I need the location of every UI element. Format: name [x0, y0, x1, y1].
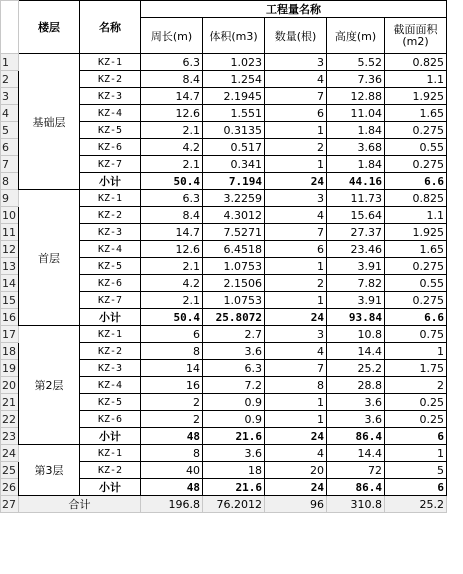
value-cell[interactable]: 7.5271	[203, 224, 265, 241]
value-cell[interactable]: 0.341	[203, 156, 265, 173]
value-cell[interactable]: 1.551	[203, 105, 265, 122]
name-cell[interactable]: KZ-3	[80, 88, 141, 105]
table-row	[1, 190, 447, 207]
value-cell[interactable]: 1.65	[385, 241, 447, 258]
value-cell[interactable]: 1.65	[385, 105, 447, 122]
value-cell[interactable]: 1.75	[385, 360, 447, 377]
value-cell[interactable]: 7.82	[327, 275, 385, 292]
total-value[interactable]: 76.2012	[203, 496, 265, 513]
value-cell[interactable]: 1.84	[327, 156, 385, 173]
row-number[interactable]: 25	[1, 462, 19, 479]
floor-cell[interactable]: 首层	[19, 190, 80, 326]
header-col-3[interactable]: 高度(m)	[327, 18, 385, 54]
subtotal-value[interactable]: 6.6	[385, 309, 447, 326]
value-cell[interactable]: 2.1	[141, 156, 203, 173]
subtotal-value[interactable]: 24	[265, 428, 327, 445]
header-row	[1, 1, 447, 18]
corner-cell	[1, 1, 19, 54]
value-cell[interactable]: 1	[265, 122, 327, 139]
value-cell[interactable]: 4.2	[141, 139, 203, 156]
value-cell[interactable]: 1	[385, 445, 447, 462]
subtotal-value[interactable]: 86.4	[327, 428, 385, 445]
value-cell[interactable]: 2	[385, 377, 447, 394]
value-cell[interactable]: 1	[265, 258, 327, 275]
subtotal-label[interactable]: 小计	[80, 479, 141, 496]
name-cell[interactable]: KZ-3	[80, 224, 141, 241]
row-number[interactable]: 6	[1, 139, 19, 156]
value-cell[interactable]: 5	[385, 462, 447, 479]
value-cell[interactable]: 4.3012	[203, 207, 265, 224]
subtotal-value[interactable]: 24	[265, 479, 327, 496]
value-cell[interactable]: 6	[265, 241, 327, 258]
name-cell[interactable]: KZ-5	[80, 394, 141, 411]
row-number[interactable]: 17	[1, 326, 19, 343]
name-cell[interactable]: KZ-6	[80, 411, 141, 428]
row-number[interactable]: 4	[1, 105, 19, 122]
subtotal-value[interactable]: 6	[385, 479, 447, 496]
subtotal-value[interactable]: 50.4	[141, 309, 203, 326]
table-row	[1, 326, 447, 343]
floor-cell[interactable]: 第3层	[19, 445, 80, 496]
value-cell[interactable]: 1.925	[385, 224, 447, 241]
value-cell[interactable]: 28.8	[327, 377, 385, 394]
header-group[interactable]: 工程量名称	[141, 1, 447, 18]
row-number[interactable]: 1	[1, 54, 19, 71]
header-col-4[interactable]: 截面面积(m2)	[385, 18, 447, 54]
value-cell[interactable]: 72	[327, 462, 385, 479]
table-row	[1, 54, 447, 71]
value-cell[interactable]: 7.36	[327, 71, 385, 88]
value-cell[interactable]: 0.517	[203, 139, 265, 156]
subtotal-value[interactable]: 50.4	[141, 173, 203, 190]
header-col-2[interactable]: 数量(根)	[265, 18, 327, 54]
value-cell[interactable]: 14	[141, 360, 203, 377]
value-cell[interactable]: 15.64	[327, 207, 385, 224]
value-cell[interactable]: 2.1	[141, 258, 203, 275]
value-cell[interactable]: 0.9	[203, 411, 265, 428]
name-cell[interactable]: KZ-2	[80, 71, 141, 88]
subtotal-value[interactable]: 48	[141, 479, 203, 496]
value-cell[interactable]: 1.254	[203, 71, 265, 88]
value-cell[interactable]: 0.275	[385, 122, 447, 139]
value-cell[interactable]: 6.4518	[203, 241, 265, 258]
subtotal-value[interactable]: 44.16	[327, 173, 385, 190]
header-col-0[interactable]: 周长(m)	[141, 18, 203, 54]
subtotal-label[interactable]: 小计	[80, 428, 141, 445]
subtotal-value[interactable]: 6.6	[385, 173, 447, 190]
value-cell[interactable]: 1	[265, 394, 327, 411]
name-cell[interactable]: KZ-1	[80, 326, 141, 343]
subtotal-value[interactable]: 24	[265, 309, 327, 326]
value-cell[interactable]: 2.1	[141, 122, 203, 139]
subtotal-value[interactable]: 24	[265, 173, 327, 190]
value-cell[interactable]: 7.2	[203, 377, 265, 394]
value-cell[interactable]: 3.2259	[203, 190, 265, 207]
name-cell[interactable]: KZ-4	[80, 105, 141, 122]
row-number[interactable]: 3	[1, 88, 19, 105]
value-cell[interactable]: 1.1	[385, 207, 447, 224]
value-cell[interactable]: 10.8	[327, 326, 385, 343]
row-number[interactable]: 18	[1, 343, 19, 360]
header-name[interactable]: 名称	[80, 1, 141, 54]
row-number[interactable]: 7	[1, 156, 19, 173]
floor-cell[interactable]: 基础层	[19, 54, 80, 190]
name-cell[interactable]: KZ-6	[80, 139, 141, 156]
row-number[interactable]: 21	[1, 394, 19, 411]
row-number[interactable]: 12	[1, 241, 19, 258]
subtotal-value[interactable]: 7.194	[203, 173, 265, 190]
value-cell[interactable]: 11.73	[327, 190, 385, 207]
row-number[interactable]: 26	[1, 479, 19, 496]
header-col-1[interactable]: 体积(m3)	[203, 18, 265, 54]
value-cell[interactable]: 14.7	[141, 224, 203, 241]
value-cell[interactable]: 3.91	[327, 258, 385, 275]
value-cell[interactable]: 1	[385, 343, 447, 360]
value-cell[interactable]: 14.7	[141, 88, 203, 105]
row-number[interactable]: 10	[1, 207, 19, 224]
value-cell[interactable]: 7	[265, 224, 327, 241]
name-cell[interactable]: KZ-4	[80, 377, 141, 394]
name-cell[interactable]: KZ-7	[80, 292, 141, 309]
value-cell[interactable]: 12.6	[141, 105, 203, 122]
subtotal-label[interactable]: 小计	[80, 173, 141, 190]
row-number[interactable]: 2	[1, 71, 19, 88]
row-number[interactable]: 16	[1, 309, 19, 326]
value-cell[interactable]: 2.1	[141, 292, 203, 309]
table-body	[1, 1, 447, 513]
value-cell[interactable]: 0.275	[385, 258, 447, 275]
row-number[interactable]: 23	[1, 428, 19, 445]
value-cell[interactable]: 3	[265, 54, 327, 71]
value-cell[interactable]: 0.25	[385, 394, 447, 411]
name-cell[interactable]: KZ-1	[80, 445, 141, 462]
value-cell[interactable]: 6.3	[203, 360, 265, 377]
value-cell[interactable]: 1.023	[203, 54, 265, 71]
floor-cell[interactable]: 第2层	[19, 326, 80, 445]
subtotal-value[interactable]: 21.6	[203, 428, 265, 445]
subtotal-value[interactable]: 21.6	[203, 479, 265, 496]
value-cell[interactable]: 0.3135	[203, 122, 265, 139]
value-cell[interactable]: 40	[141, 462, 203, 479]
row-number[interactable]: 5	[1, 122, 19, 139]
value-cell[interactable]: 6.3	[141, 54, 203, 71]
value-cell[interactable]: 5.52	[327, 54, 385, 71]
name-cell[interactable]: KZ-5	[80, 258, 141, 275]
value-cell[interactable]: 4	[265, 71, 327, 88]
value-cell[interactable]: 2.1945	[203, 88, 265, 105]
value-cell[interactable]: 0.55	[385, 275, 447, 292]
value-cell[interactable]: 11.04	[327, 105, 385, 122]
value-cell[interactable]: 1.1	[385, 71, 447, 88]
subtotal-label[interactable]: 小计	[80, 309, 141, 326]
value-cell[interactable]: 6	[265, 105, 327, 122]
name-cell[interactable]: KZ-1	[80, 190, 141, 207]
value-cell[interactable]: 7	[265, 88, 327, 105]
name-cell[interactable]: KZ-4	[80, 241, 141, 258]
total-label[interactable]: 合计	[19, 496, 141, 513]
value-cell[interactable]: 0.825	[385, 190, 447, 207]
value-cell[interactable]: 23.46	[327, 241, 385, 258]
subtotal-value[interactable]: 25.8072	[203, 309, 265, 326]
value-cell[interactable]: 1.0753	[203, 292, 265, 309]
value-cell[interactable]: 2.7	[203, 326, 265, 343]
row-number[interactable]: 20	[1, 377, 19, 394]
row-number[interactable]: 8	[1, 173, 19, 190]
value-cell[interactable]: 14.4	[327, 445, 385, 462]
value-cell[interactable]: 3.91	[327, 292, 385, 309]
name-cell[interactable]: KZ-6	[80, 275, 141, 292]
row-number[interactable]: 14	[1, 275, 19, 292]
row-number[interactable]: 24	[1, 445, 19, 462]
subtotal-value[interactable]: 48	[141, 428, 203, 445]
value-cell[interactable]: 3.6	[327, 394, 385, 411]
name-cell[interactable]: KZ-2	[80, 207, 141, 224]
value-cell[interactable]: 1.84	[327, 122, 385, 139]
subtotal-value[interactable]: 86.4	[327, 479, 385, 496]
value-cell[interactable]: 0.75	[385, 326, 447, 343]
value-cell[interactable]: 8	[141, 343, 203, 360]
value-cell[interactable]: 6.3	[141, 190, 203, 207]
value-cell[interactable]: 1	[265, 292, 327, 309]
row-number[interactable]: 19	[1, 360, 19, 377]
value-cell[interactable]: 4	[265, 207, 327, 224]
table-row	[1, 445, 447, 462]
value-cell[interactable]: 2.1506	[203, 275, 265, 292]
subtotal-value[interactable]: 6	[385, 428, 447, 445]
value-cell[interactable]: 0.825	[385, 54, 447, 71]
value-cell[interactable]: 0.275	[385, 156, 447, 173]
value-cell[interactable]: 1	[265, 156, 327, 173]
value-cell[interactable]: 2	[265, 139, 327, 156]
value-cell[interactable]: 1.0753	[203, 258, 265, 275]
value-cell[interactable]: 0.25	[385, 411, 447, 428]
total-value[interactable]: 96	[265, 496, 327, 513]
header-floor[interactable]: 楼层	[19, 1, 80, 54]
row-number[interactable]: 15	[1, 292, 19, 309]
value-cell[interactable]: 3	[265, 326, 327, 343]
value-cell[interactable]: 12.6	[141, 241, 203, 258]
value-cell[interactable]: 16	[141, 377, 203, 394]
value-cell[interactable]: 3.68	[327, 139, 385, 156]
value-cell[interactable]: 0.9	[203, 394, 265, 411]
value-cell[interactable]: 3	[265, 190, 327, 207]
value-cell[interactable]: 2	[265, 275, 327, 292]
value-cell[interactable]: 2	[141, 394, 203, 411]
row-number[interactable]: 22	[1, 411, 19, 428]
value-cell[interactable]: 14.4	[327, 343, 385, 360]
value-cell[interactable]: 2	[141, 411, 203, 428]
value-cell[interactable]: 12.88	[327, 88, 385, 105]
value-cell[interactable]: 8	[265, 377, 327, 394]
total-value[interactable]: 310.8	[327, 496, 385, 513]
value-cell[interactable]: 4	[265, 343, 327, 360]
value-cell[interactable]: 8.4	[141, 207, 203, 224]
value-cell[interactable]: 7	[265, 360, 327, 377]
value-cell[interactable]: 3.6	[203, 445, 265, 462]
value-cell[interactable]: 4	[265, 445, 327, 462]
row-number[interactable]: 27	[1, 496, 19, 513]
value-cell[interactable]: 3.6	[327, 411, 385, 428]
value-cell[interactable]: 6	[141, 326, 203, 343]
row-number[interactable]: 11	[1, 224, 19, 241]
value-cell[interactable]: 25.2	[327, 360, 385, 377]
value-cell[interactable]: 3.6	[203, 343, 265, 360]
name-cell[interactable]: KZ-5	[80, 122, 141, 139]
total-value[interactable]: 25.2	[385, 496, 447, 513]
value-cell[interactable]: 0.55	[385, 139, 447, 156]
value-cell[interactable]: 8	[141, 445, 203, 462]
name-cell[interactable]: KZ-2	[80, 462, 141, 479]
value-cell[interactable]: 27.37	[327, 224, 385, 241]
name-cell[interactable]: KZ-2	[80, 343, 141, 360]
value-cell[interactable]: 1	[265, 411, 327, 428]
row-number[interactable]: 9	[1, 190, 19, 207]
subtotal-value[interactable]: 93.84	[327, 309, 385, 326]
name-cell[interactable]: KZ-7	[80, 156, 141, 173]
value-cell[interactable]: 4.2	[141, 275, 203, 292]
value-cell[interactable]: 8.4	[141, 71, 203, 88]
name-cell[interactable]: KZ-1	[80, 54, 141, 71]
row-number[interactable]: 13	[1, 258, 19, 275]
name-cell[interactable]: KZ-3	[80, 360, 141, 377]
total-value[interactable]: 196.8	[141, 496, 203, 513]
value-cell[interactable]: 0.275	[385, 292, 447, 309]
value-cell[interactable]: 1.925	[385, 88, 447, 105]
value-cell[interactable]: 18	[203, 462, 265, 479]
value-cell[interactable]: 20	[265, 462, 327, 479]
total-row	[1, 496, 447, 513]
